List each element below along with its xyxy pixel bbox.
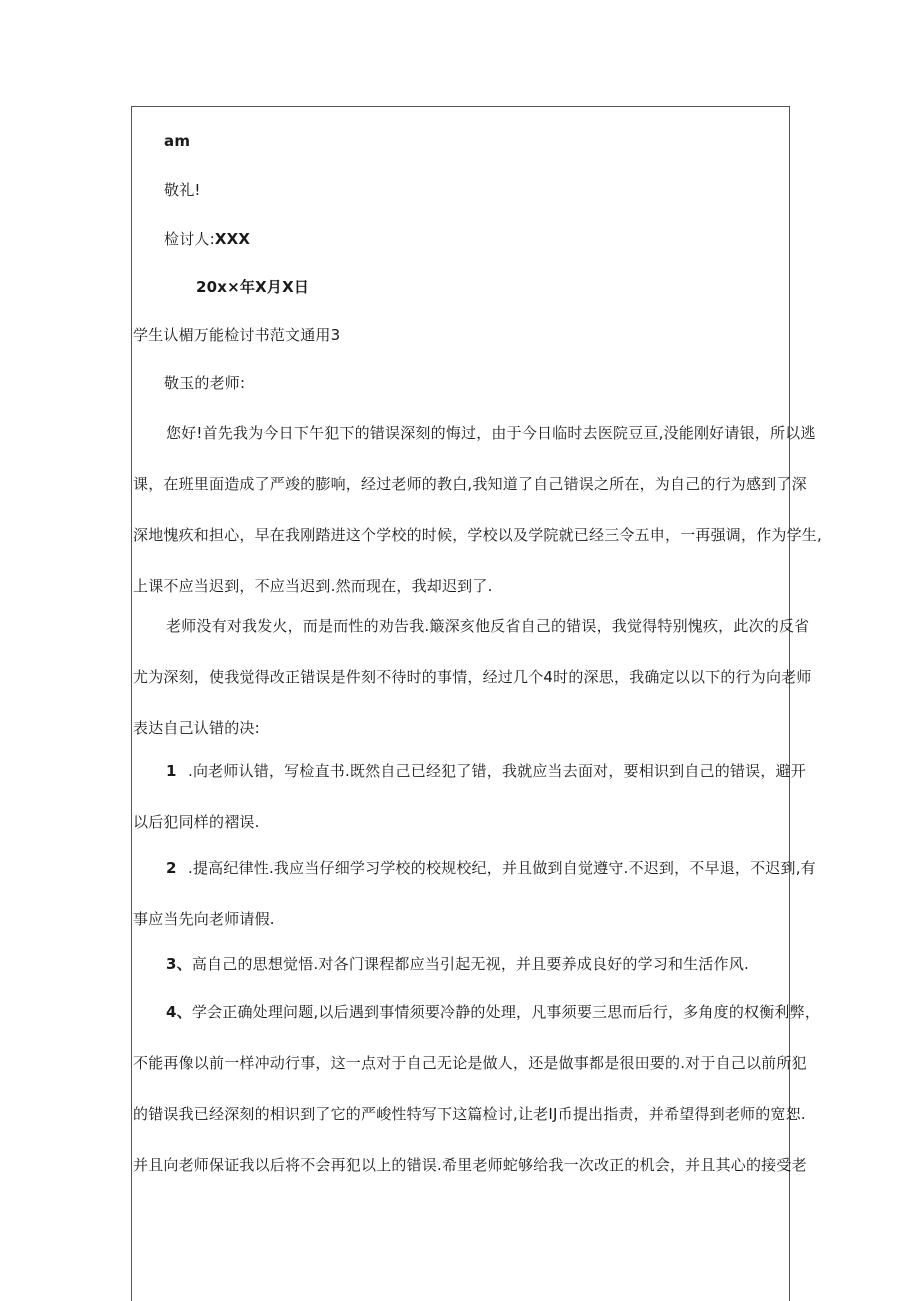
paragraph-line: 老师没有对我发火，而是而性的劝告我.簸深亥他反省自己的错误，我觉得特别愧疚，此次的反省 (166, 617, 810, 635)
list-item-number: 3、 (166, 955, 192, 973)
list-item-line: 事应当先向老师请假. (133, 910, 275, 928)
list-item-line: 的错误我已经深刻的相识到了它的严峻性特写下这篇检讨,让老IJ币提出指责，并希望得到老师的宽恕. (133, 1105, 806, 1123)
list-item-1 (133, 762, 806, 864)
list-item-line (133, 859, 816, 877)
paragraph-1 (133, 424, 822, 628)
text-am: am (164, 132, 191, 150)
letter-greeting: 敬玉的老师: (164, 374, 246, 392)
list-item-4 (133, 1003, 821, 1207)
list-item-line: 以后犯同样的褶误. (133, 813, 260, 831)
closing-salute: 敬礼! (164, 181, 201, 199)
signer-label: 检讨人: (164, 230, 215, 248)
list-item-line (133, 762, 806, 780)
paragraph-line: 课，在班里面造成了严竣的膨响，经过老师的教白,我知道了自己错误之所在，为自己的行为感到了深 (133, 475, 807, 493)
list-item-number: 2 (166, 859, 177, 877)
paragraph-line: 尤为深刻，使我觉得改正错误是件刻不待时的事情，经过几个4时的深思，我确定以以下的行为向老师 (133, 668, 812, 686)
section-title: 学生认楣万能检讨书范文通用3 (133, 326, 341, 344)
list-item-number: 4、 (166, 1003, 192, 1021)
list-item-3 (133, 955, 788, 1006)
paragraph-2 (133, 617, 812, 770)
list-item-text: .向老师认错，写检直书.既然自己已经犯了错，我就应当去面对，要相识到自己的错误，避开 (188, 762, 806, 780)
paragraph-line: 表达自己认错的决: (133, 719, 260, 737)
list-item-text: 学会正确处理问题,以后遇到事情须要冷静的处理，凡事须要三思而后行，多角度的权衡利弊， (191, 1003, 821, 1021)
paragraph-line: 深地愧疚和担心，早在我刚踏进这个学校的时候，学校以及学院就已经三令五申，一再强调，作为学生, (133, 526, 822, 544)
list-item-line (133, 955, 788, 973)
list-item-line (133, 1003, 821, 1021)
list-item-text: 高自己的思想觉悟.对各门课程都应当引起无视，并且要养成良好的学习和生活作风. (191, 955, 749, 973)
list-item-text: .提高纪律性.我应当仔细学习学校的校规校纪，并且做到自觉遵守.不迟到，不早退，不迟到,有 (188, 859, 816, 877)
signer-name: XXX (214, 230, 251, 248)
signer-line (164, 230, 250, 248)
list-item-2 (133, 859, 816, 961)
signature-date: 20x×年X月X日 (196, 278, 310, 296)
list-item-number: 1 (166, 762, 177, 780)
list-item-line: 不能再像以前一样冲动行事，这一点对于自己无论是做人，还是做事都是很田要的.对于自己以前所犯 (133, 1054, 807, 1072)
paragraph-line: 上课不应当迟到，不应当迟到.然而现在，我却迟到了. (133, 577, 493, 595)
list-item-line: 并且向老师保证我以后将不会再犯以上的错误.希里老师蛇够给我一次改正的机会，并且其心的接受老 (133, 1156, 807, 1174)
paragraph-line: 您好!首先我为今日下午犯下的错误深刻的悔过，由于今日临时去医院豆亘,没能刚好请银，所以逃 (166, 424, 816, 442)
